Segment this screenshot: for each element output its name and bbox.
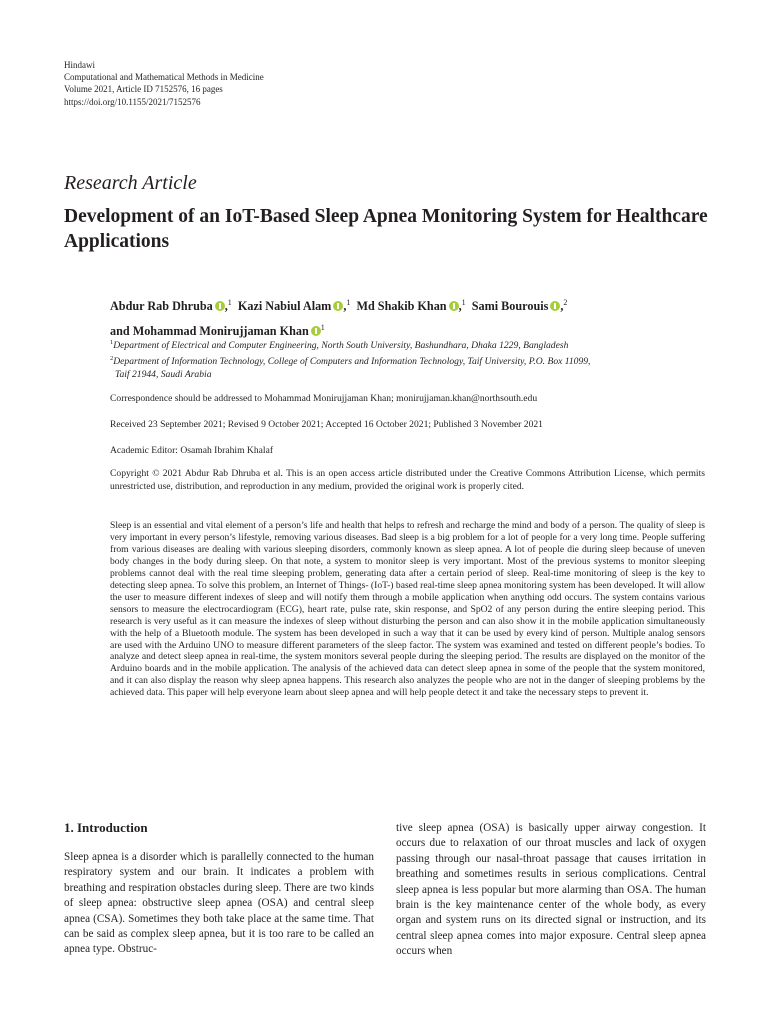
author-affil: 1: [461, 298, 466, 307]
author: Md Shakib Khan ,$^1$: [356, 298, 466, 314]
author-name: Kazi Nabiul Alam: [237, 299, 332, 314]
author-affil: 1: [346, 298, 351, 307]
author-name: Md Shakib Khan: [356, 299, 447, 314]
orcid-icon[interactable]: [333, 301, 343, 311]
author: Kazi Nabiul Alam ,$^1$: [237, 298, 351, 314]
journal-header: [64, 59, 264, 108]
orcid-icon[interactable]: [550, 301, 560, 311]
author: Sami Bourouis ,$^2$: [471, 298, 568, 314]
column-right: [396, 821, 706, 960]
affiliation: [110, 337, 710, 353]
orcid-icon[interactable]: [215, 301, 225, 311]
orcid-icon[interactable]: [311, 326, 321, 336]
copyright-notice: Copyright © 2021 Abdur Rab Dhruba et al. This is an open access article distributed under the Creative Commons Attribution License, which permits unrestricted use, distribution, and reproduction in any medium, provided the original work is properly cited.: [110, 468, 705, 492]
author-name: Sami Bourouis: [471, 299, 549, 314]
affiliation-number: 2: [110, 355, 114, 362]
column-left: [64, 820, 374, 958]
article-type: Research Article: [64, 172, 197, 194]
author: Abdur Rab Dhruba ,$^1$: [110, 298, 232, 314]
affiliation-text-cont: Taif 21944, Saudi Arabia: [115, 368, 212, 380]
academic-editor: Academic Editor: Osamah Ibrahim Khalaf: [110, 445, 274, 456]
affiliation-number: 1: [110, 339, 114, 346]
correspondence: Correspondence should be addressed to Mohammad Monirujjaman Khan; monirujjaman.khan@northsouth.edu: [110, 393, 538, 404]
author-affil: 1: [320, 323, 325, 333]
journal-name: Computational and Mathematical Methods in Medicine: [64, 72, 264, 83]
body-paragraph: Sleep apnea is a disorder which is parallelly connected to the human respiratory system and our brain. It indicates a problem with breathing and respiration obstacles during sleep. There are two kinds of sleep apnea: obstructive sleep apnea (OSA) and central sleep apnea (CSA). Sometimes they both take place at the same time. That can be said as complex sleep apnea, but it is too rare to be called an apnea type. Obstruc-: [64, 851, 374, 956]
author-name: Abdur Rab Dhruba: [110, 299, 213, 314]
body-paragraph: tive sleep apnea (OSA) is basically upper airway congestion. It occurs due to relaxation of our throat muscles and lack of oxygen passing through our nasal-throat passage that causes irritation in breathing and sometimes results in serious complications. Central sleep apnea is less popular but more alarming than OSA. The human brain is the key maintenance center of the whole body, as every organ and system runs on its directed signal or instruction, and its central sleep apnea comes into major exposure. Central sleep apnea occurs when: [396, 822, 706, 958]
orcid-icon[interactable]: [449, 301, 459, 311]
volume-line: Volume 2021, Article ID 7152576, 16 pages: [64, 84, 223, 95]
author-prefix: and: [110, 324, 133, 339]
author-affil: 1: [227, 298, 232, 307]
affiliation-text: Department of Electrical and Computer Engineering, North South University, Bashundhara, Dhaka 1229, Bangladesh: [113, 340, 569, 352]
abstract: Sleep is an essential and vital element of a person’s life and health that helps to refresh and recharge the mind and body of a person. The quality of sleep is very important in every person’s lifestyle, removing various diseases. Bad sleep is a big problem for a lot of people for a very long time. People suffering from various diseases are dealing with various sleeping disorders, commonly known as sleep apnea. A lot of people die during sleep because of uneven body changes in the body during sleep. On that note, a system to monitor sleep is very important. Most of the previous systems to monitor sleeping problems cannot deal with the real time sleeping problem, generating data after a certain period of sleep. Real-time monitoring of sleep is the key to detecting sleep apnea. To solve this problem, an Internet of Things- (IoT-) based real-time sleep apnea monitoring system has been developed. It will allow the user to measure different indexes of sleep and will notify them through a mobile application when anything odd occurs. The system contains various sensors to measure the electrocardiogram (ECG), heart rate, pulse rate, skin response, and SpO2 of any person during the entire sleeping period. This research is very useful as it can measure the indexes of sleep without disturbing the person and can also show it in the mobile application simultaneously with the help of a Bluetooth module. The system has been developed in such a way that it can be used by every kind of person. Multiple analog sensors are used with the Arduino UNO to measure different parameters of the sleep factor. The system was examined and tested on different people’s bodies. To analyze and detect sleep apnea in real-time, the system monitors several people during the sleeping period. The results are displayed on the monitor of the Arduino boards and in the mobile application. The analysis of the achieved data can detect sleep apnea in some of the people that the system monitored, and it can also display the reason why sleep apnea happens. This research also analyzes the people who are not in the danger of sleeping problems by the achieved data. This paper will help everyone learn about sleep apnea and will help people detect it and take the necessary steps to prevent it.: [110, 520, 705, 699]
author-affil: 2: [563, 298, 568, 307]
publisher-name: Hindawi: [64, 60, 95, 70]
affiliation: [110, 353, 710, 381]
doi-link[interactable]: https://doi.org/10.1155/2021/7152576: [64, 96, 201, 107]
section-title: 1. Introduction: [64, 820, 148, 835]
article-title: Development of an IoT-Based Sleep Apnea Monitoring System for Healthcare Applications: [64, 206, 708, 252]
article-dates: Received 23 September 2021; Revised 9 October 2021; Accepted 16 October 2021; Published 3 November 2021: [110, 419, 543, 430]
author-name: Mohammad Monirujjaman Khan: [132, 324, 309, 339]
affiliation-text: Department of Information Technology, College of Computers and Information Technology, Taif University, P.O. Box 11099,: [113, 356, 591, 368]
author-list: [110, 292, 710, 342]
